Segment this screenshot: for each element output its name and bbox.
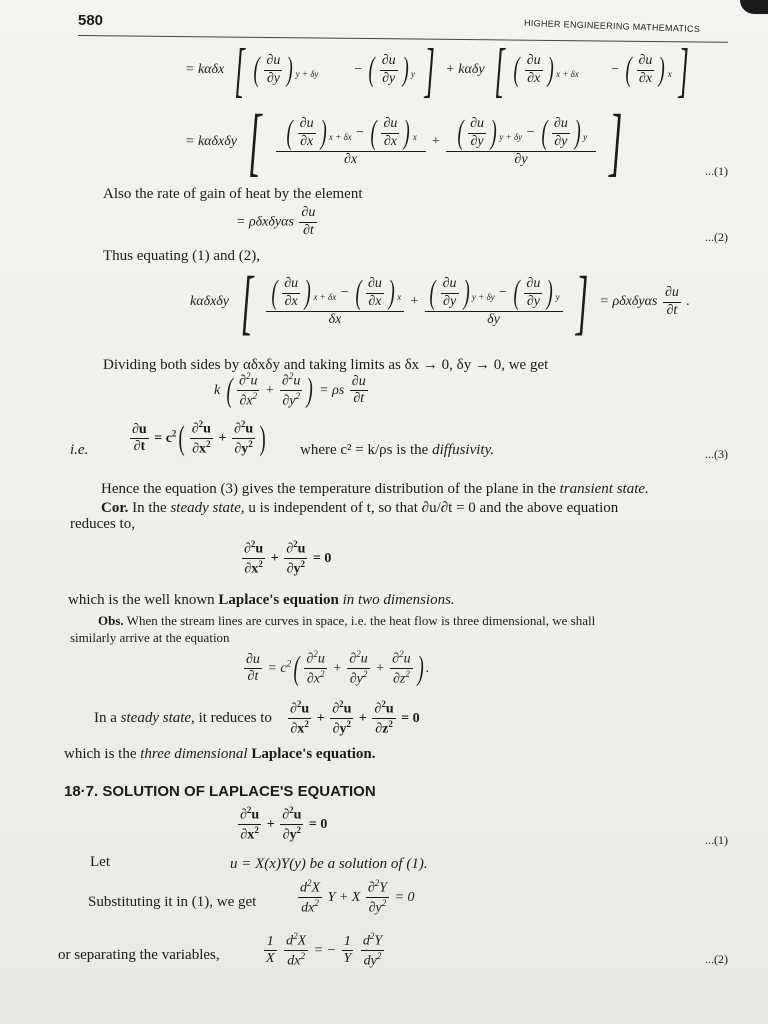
running-title: HIGHER ENGINEERING MATHEMATICS: [523, 17, 701, 35]
text-line: which is the well known Laplace's equation in two dimensions.: [68, 592, 455, 608]
text-where-c2: where c² = k/ρs is the diffusivity.: [300, 442, 495, 458]
text-observation: Obs. When the stream lines are curves in space, i.e. the heat flow is three dimensional, we shall: [98, 613, 596, 628]
equation-ref: ...(2): [705, 952, 728, 966]
text-line: Also the rate of gain of heat by the element: [103, 186, 363, 202]
text-separating: or separating the variables,: [58, 947, 220, 963]
equation-laplace-3d: $\frac{\partial^2u}{\partial x^2}$ + $\frac{\partial^2u}{\partial y^2}$ + $\frac{\partial^2u}{\partial z^2}$ = 0: [290, 699, 420, 737]
equation-heat-3d: $\frac{\partial u}{\partial t}$ = $c^2$( $\frac{\partial^2u}{\partial x^2}$ + $\frac{\partial^2u}{\partial y^2}$ + $\frac{\partial^2u}{\partial z^2}$ ) .: [246, 649, 430, 687]
equation-ref: ...(1): [705, 833, 728, 847]
text-substituting: Substituting it in (1), we get: [88, 894, 257, 910]
equation-substituted: $\frac{d^2X}{dx^2}$ Y + X $\frac{\partial^2Y}{\partial y^2}$ = 0: [300, 878, 415, 916]
equation-ref: ...(2): [705, 230, 728, 244]
text-line: Hence the equation (3) gives the temperature distribution of the plane in the transient state.: [101, 481, 649, 497]
equation-ref: ...(1): [705, 164, 728, 178]
equation-laplace-section: $\frac{\partial^2u}{\partial x^2}$ + $\frac{\partial^2u}{\partial y^2}$ = 0: [240, 805, 328, 843]
equation-heat-2d: $\frac{\partial u}{\partial t}$ = $c^2$( $\frac{\partial^2u}{\partial x^2}$ + $\frac{\partial^2u}{\partial y^2}$ ): [132, 419, 266, 457]
text-ie: i.e.: [70, 442, 89, 458]
equation-separated: $\frac{1}{X}$ $\frac{d^2X}{dx^2}$ = − $\frac{1}{Y}$ $\frac{d^2Y}{dy^2}$: [266, 931, 383, 969]
equation-limit: k ( $\frac{\partial^2u}{\partial x^2}$ + $\frac{\partial^2u}{\partial y^2}$ ) = ρs $\frac{\partial u}{\partial t}$: [214, 371, 366, 409]
page-number: 580: [78, 12, 104, 29]
equation-ref: ...(3): [705, 447, 728, 461]
text-line: In a steady state, it reduces to: [94, 710, 272, 726]
text-let: Let: [90, 854, 110, 870]
equation-heat-flux-quotient: = kαδxδy [ ( $\frac{\partial u}{\partial x}$ ) $_{x + \delta x}$ − ( $\frac{\partial u}{\partial x}$ ) $_x$ ∂x + ( $\frac{\partial u}{\partial y}$ ) $_{y + \delta y}$ − ( $\frac{\partial u}{\partial y}$ ) $_y$ ∂y ]: [185, 100, 623, 184]
text-line: which is the three dimensional Laplace's equation.: [64, 746, 376, 762]
text-line: reduces to,: [70, 516, 135, 532]
equation-laplace-2d: $\frac{\partial^2u}{\partial x^2}$ + $\frac{\partial^2u}{\partial y^2}$ = 0: [244, 539, 332, 577]
equation-heat-flux-difference: = kαδx [ ( $\frac{\partial u}{\partial y}$ ) $_{y + \delta y}$ − ( $\frac{\partial u}{\partial y}$ ) $_y$ ] + kαδy [ ( $\frac{\partial u}{\partial x}$ ) $_{x + \delta x}$ − ( $\frac{\partial u}{\partial x}$ ) $_x$ ]: [185, 37, 689, 103]
text-line: Thus equating (1) and (2),: [103, 248, 261, 264]
equation-equated: kαδxδy [ ( $\frac{\partial u}{\partial x}$ ) $_{x + \delta x}$ − ( $\frac{\partial u}{\partial x}$ ) $_x$ δx + ( $\frac{\partial u}{\partial y}$ ) $_{y + \delta y}$ − ( $\frac{\partial u}{\partial y}$ ) $_y$ δy ] = ρδxδyαs $\frac{\partial u}{\partial t}$ .: [190, 262, 690, 342]
section-heading: 18·7. SOLUTION OF LAPLACE'S EQUATION: [64, 783, 376, 800]
text-line: similarly arrive at the equation: [70, 630, 230, 645]
text-corollary: Cor. In the steady state, u is independent of t, so that ∂u/∂t = 0 and the above equation: [101, 500, 619, 516]
equation-rate-of-gain: = ρδxδyαs $\frac{\partial u}{\partial t}$: [236, 205, 316, 238]
page-corner-shadow: [740, 0, 768, 14]
text-line: Dividing both sides by αδxδy and taking limits as δx → 0, δy → 0, we get: [103, 357, 549, 373]
text-let-expression: u = X(x)Y(y) be a solution of (1).: [230, 856, 428, 872]
